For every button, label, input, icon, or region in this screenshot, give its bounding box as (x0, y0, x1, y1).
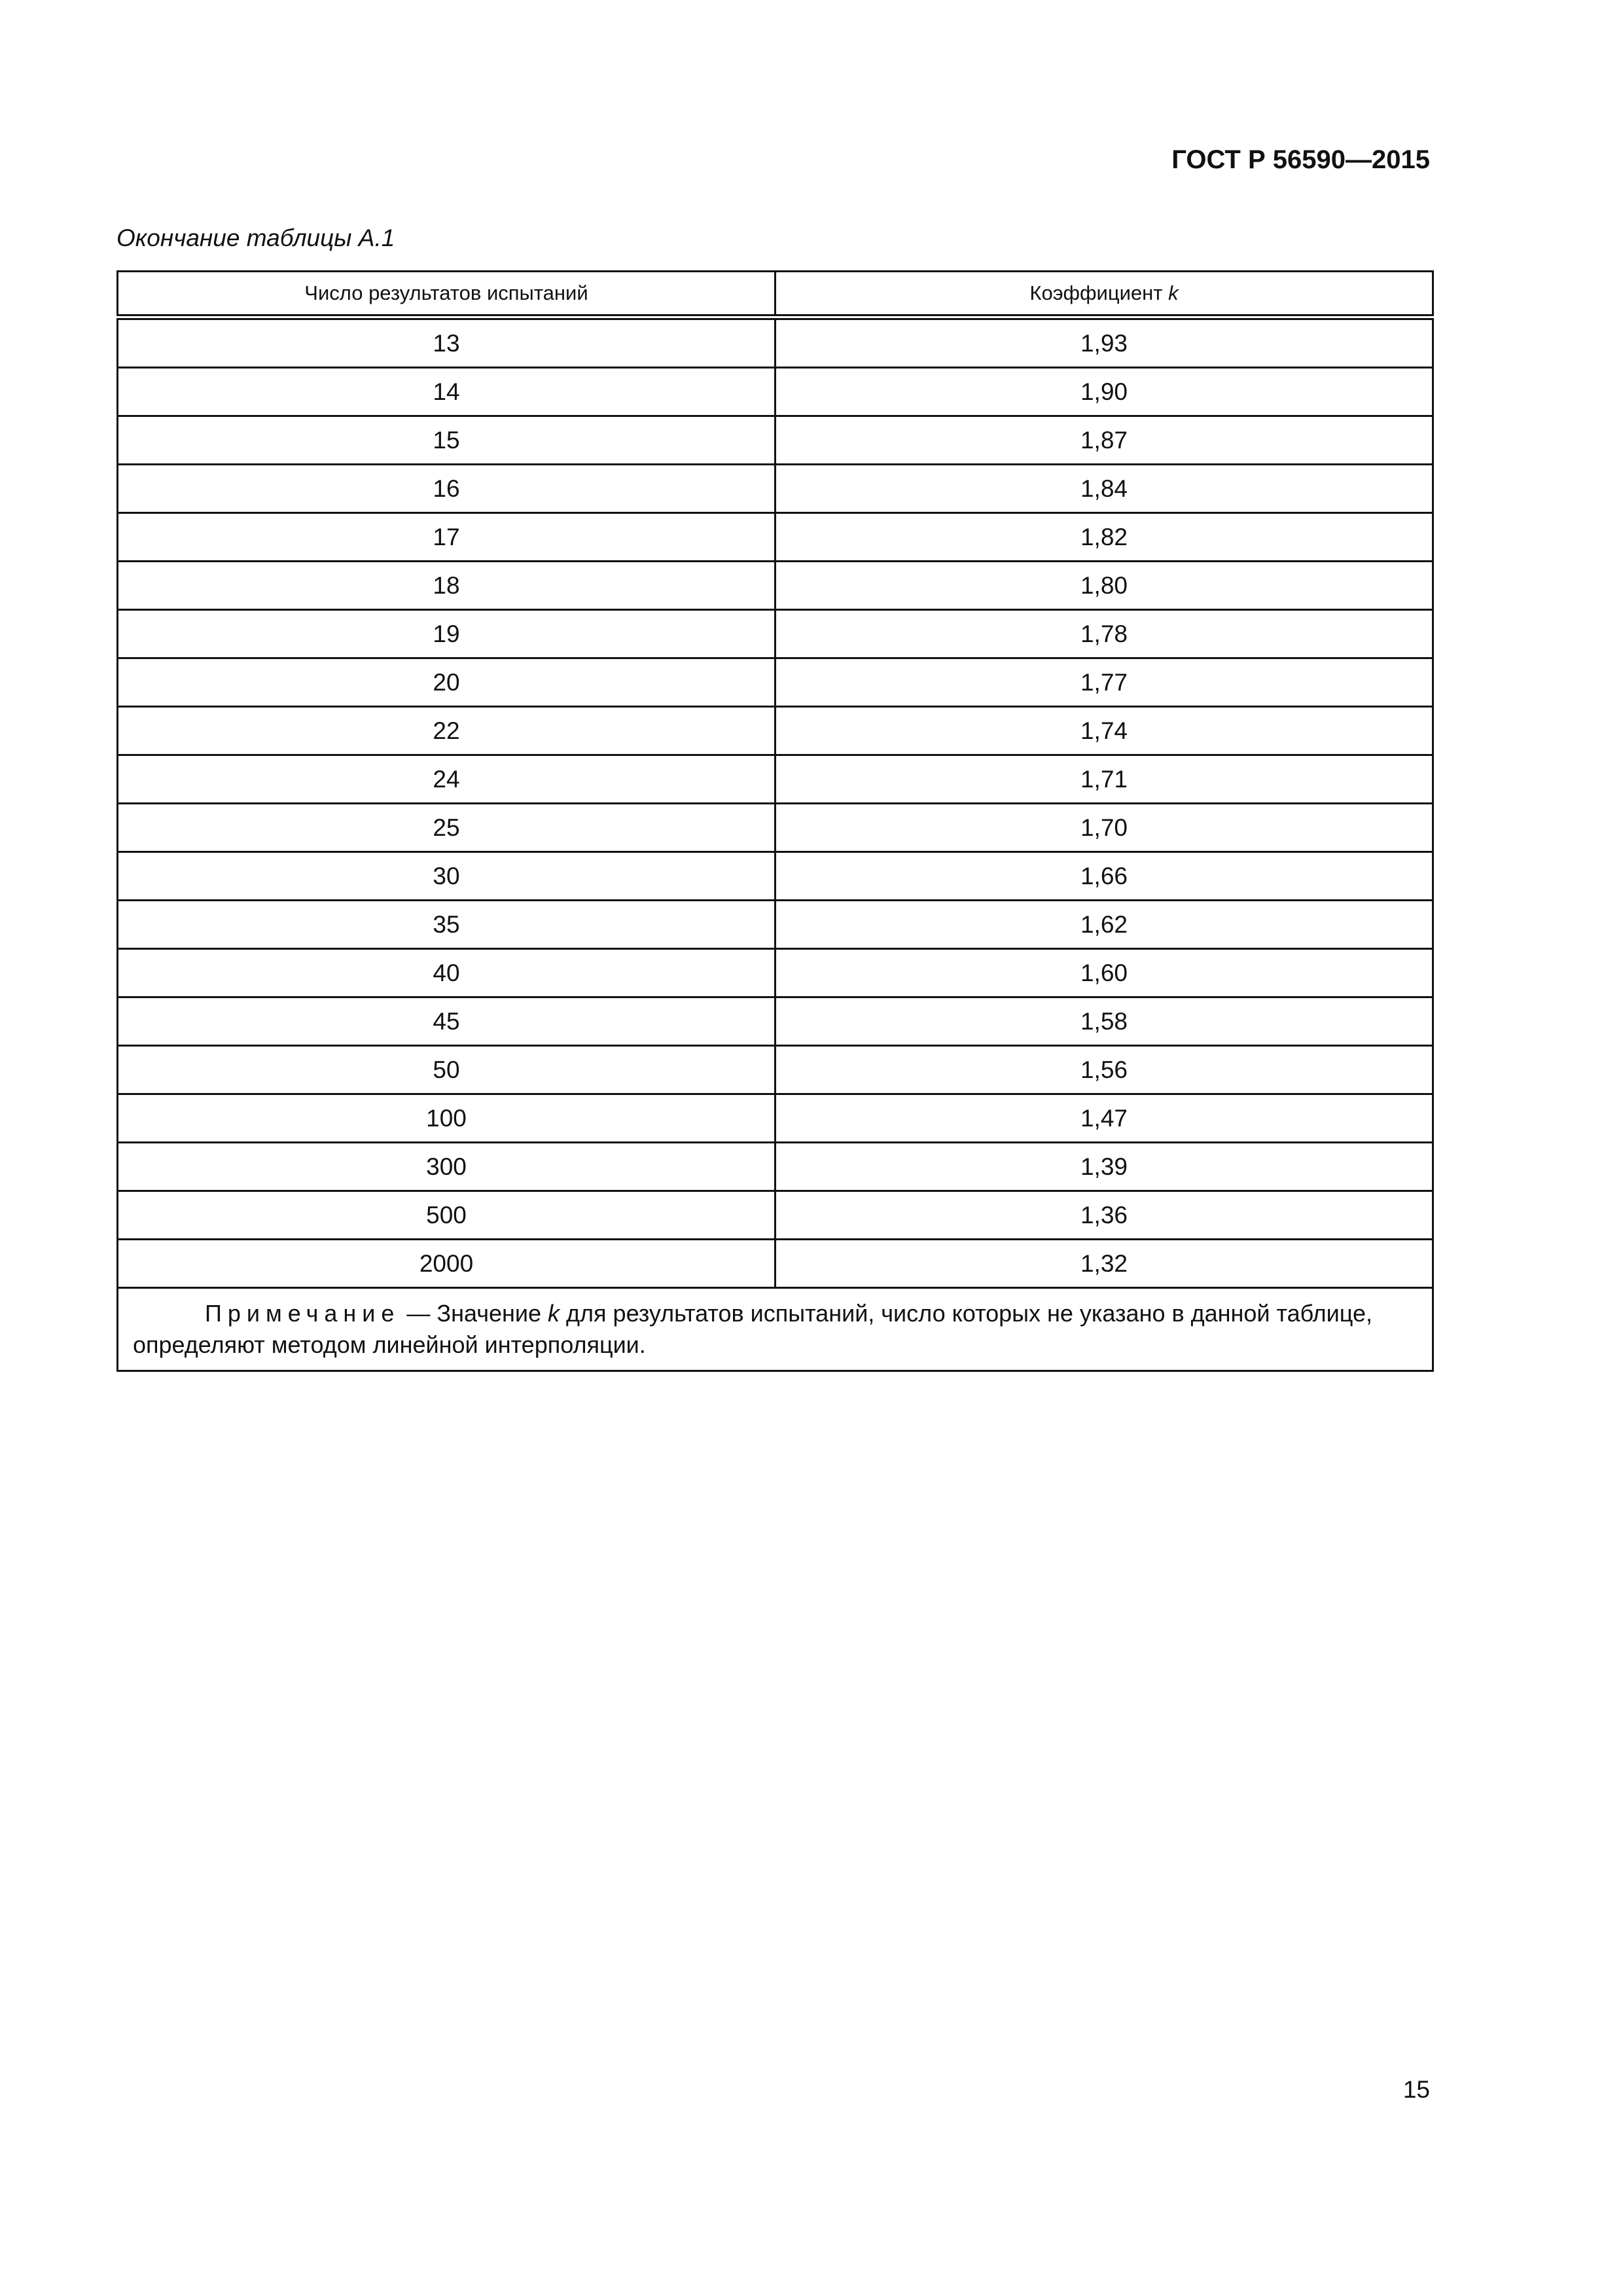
table-row (118, 1143, 1433, 1191)
test-count-cell: 19 (118, 610, 776, 658)
test-count-cell: 40 (118, 949, 776, 997)
table-row (118, 513, 1433, 562)
table-body (118, 317, 1433, 1288)
note-text-start: Значение (437, 1300, 548, 1327)
test-count-cell: 30 (118, 852, 776, 901)
test-count-cell: 100 (118, 1094, 776, 1143)
coefficient-cell: 1,39 (776, 1143, 1433, 1191)
coefficient-cell: 1,47 (776, 1094, 1433, 1143)
test-count-cell: 13 (118, 317, 776, 368)
note-variable: k (548, 1300, 560, 1327)
note-dash: — (400, 1300, 437, 1327)
test-count-cell: 14 (118, 368, 776, 416)
coefficient-table (116, 270, 1434, 1372)
coefficient-cell: 1,82 (776, 513, 1433, 562)
table-row (118, 416, 1433, 465)
test-count-cell: 2000 (118, 1240, 776, 1288)
table-row (118, 1046, 1433, 1094)
test-count-cell: 22 (118, 707, 776, 755)
column-header-coefficient (776, 272, 1433, 317)
column-header-test-count: Число результатов испытаний (118, 272, 776, 317)
table-row (118, 317, 1433, 368)
coefficient-cell: 1,32 (776, 1240, 1433, 1288)
table-row (118, 707, 1433, 755)
test-count-cell: 24 (118, 755, 776, 804)
table-row (118, 901, 1433, 949)
standard-designation: ГОСТ Р 56590—2015 (1171, 145, 1430, 174)
coefficient-cell: 1,84 (776, 465, 1433, 513)
coefficient-cell: 1,78 (776, 610, 1433, 658)
table-row (118, 1094, 1433, 1143)
coefficient-cell: 1,93 (776, 317, 1433, 368)
coefficient-header-label: Коэффициент (1029, 281, 1169, 304)
table-row (118, 368, 1433, 416)
coefficient-cell: 1,60 (776, 949, 1433, 997)
coefficient-cell: 1,90 (776, 368, 1433, 416)
test-count-cell: 300 (118, 1143, 776, 1191)
test-count-cell: 20 (118, 658, 776, 707)
test-count-cell: 15 (118, 416, 776, 465)
test-count-cell: 35 (118, 901, 776, 949)
test-count-cell: 17 (118, 513, 776, 562)
table-header-row (118, 272, 1433, 317)
coefficient-variable: k (1168, 281, 1179, 304)
coefficient-cell: 1,58 (776, 997, 1433, 1046)
table-row (118, 1191, 1433, 1240)
table-row (118, 1240, 1433, 1288)
coefficient-cell: 1,87 (776, 416, 1433, 465)
table-row (118, 610, 1433, 658)
test-count-cell: 500 (118, 1191, 776, 1240)
note-row (118, 1288, 1433, 1371)
coefficient-cell: 1,70 (776, 804, 1433, 852)
table-row (118, 997, 1433, 1046)
coefficient-cell: 1,80 (776, 562, 1433, 610)
page-number: 15 (1402, 2076, 1430, 2103)
table-row (118, 562, 1433, 610)
coefficient-cell: 1,56 (776, 1046, 1433, 1094)
note-label: Примечание (205, 1300, 401, 1327)
coefficient-cell: 1,71 (776, 755, 1433, 804)
coefficient-cell: 1,36 (776, 1191, 1433, 1240)
test-count-cell: 16 (118, 465, 776, 513)
table-row (118, 755, 1433, 804)
coefficient-cell: 1,77 (776, 658, 1433, 707)
table-caption: Окончание таблицы А.1 (116, 224, 395, 251)
table-note (118, 1288, 1433, 1371)
table-row (118, 852, 1433, 901)
table-row (118, 465, 1433, 513)
test-count-cell: 18 (118, 562, 776, 610)
table-row (118, 949, 1433, 997)
coefficient-cell: 1,62 (776, 901, 1433, 949)
test-count-cell: 45 (118, 997, 776, 1046)
coefficient-cell: 1,74 (776, 707, 1433, 755)
note-text-end: для результатов испытаний, число которых не указано в данной таблице, определяют методом линейной интерполяции. (133, 1300, 1372, 1358)
test-count-cell: 25 (118, 804, 776, 852)
table-row (118, 804, 1433, 852)
coefficient-cell: 1,66 (776, 852, 1433, 901)
table-row (118, 658, 1433, 707)
test-count-cell: 50 (118, 1046, 776, 1094)
